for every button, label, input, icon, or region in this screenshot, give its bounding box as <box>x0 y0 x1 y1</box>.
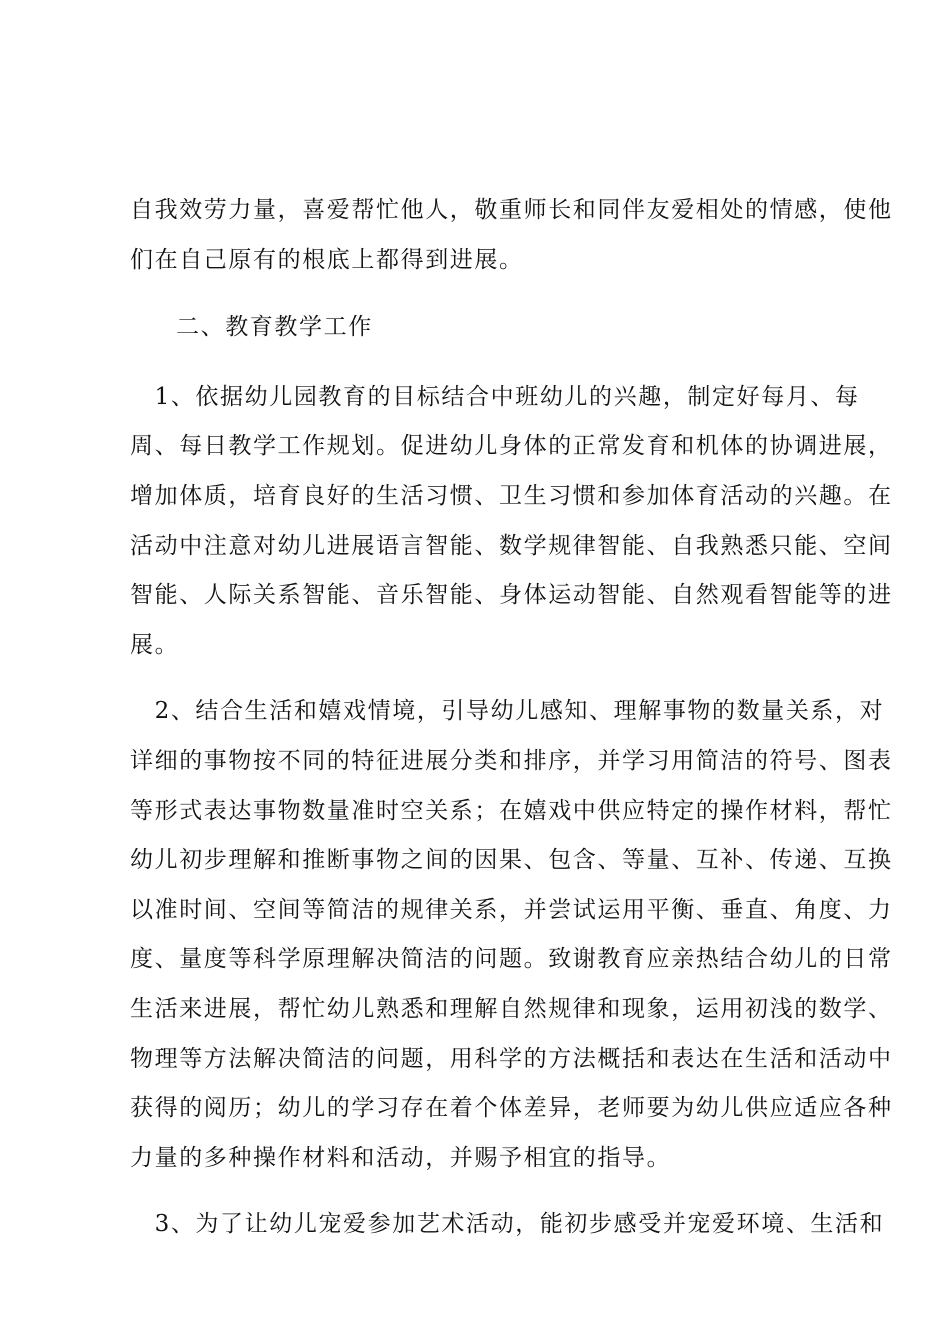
text-line: 获得的阅历；幼儿的学习存在着个体差异，老师要为幼儿供应适应各种 <box>130 1095 893 1122</box>
section-heading <box>130 303 828 353</box>
text-line: 们在自己原有的根底上都得到进展。 <box>130 246 524 273</box>
text-line: 等形式表达事物数量准时空关系；在嬉戏中供应特定的操作材料，帮忙 <box>130 797 893 824</box>
text-line: 2、结合生活和嬉戏情境，引导幼儿感知、理解事物的数量关系，对 <box>130 698 885 725</box>
paragraph-item-1 <box>130 373 893 671</box>
text-line: 智能、人际关系智能、音乐智能、身体运动智能、自然观看智能等的进 <box>130 582 893 609</box>
text-line: 力量的多种操作材料和活动，并赐予相宜的指导。 <box>130 1144 672 1171</box>
text-line: 以准时间、空间等简洁的规律关系，并尝试运用平衡、垂直、角度、力 <box>130 896 893 923</box>
text-line: 增加体质，培育良好的生活习惯、卫生习惯和参加体育活动的兴趣。在 <box>130 482 893 509</box>
text-line: 生活来进展，帮忙幼儿熟悉和理解自然规律和现象，运用初浅的数学、 <box>130 995 893 1022</box>
text-line: 幼儿初步理解和推断事物之间的因果、包含、等量、互补、传递、互换 <box>130 847 893 874</box>
text-line: 度、量度等科学原理解决简洁的问题。致谢教育应亲热结合幼儿的日常 <box>130 946 893 973</box>
paragraph-item-3 <box>130 1200 885 1250</box>
text-line: 活动中注意对幼儿进展语言智能、数学规律智能、自我熟悉只能、空间 <box>130 532 893 559</box>
text-line: 物理等方法解决简洁的问题，用科学的方法概括和表达在生活和活动中 <box>130 1045 893 1072</box>
text-line: 展。 <box>130 631 180 658</box>
paragraph-item-2 <box>130 687 893 1183</box>
document-body <box>130 186 893 1250</box>
heading-text: 二、教育教学工作 <box>176 314 373 341</box>
text-line: 详细的事物按不同的特征进展分类和排序，并学习用简洁的符号、图表 <box>130 747 893 774</box>
text-line: 周、每日教学工作规划。促进幼儿身体的正常发育和机体的协调进展， <box>130 433 893 460</box>
text-line: 自我效劳力量，喜爱帮忙他人，敬重师长和同伴友爱相处的情感，使他 <box>130 197 893 223</box>
text-line: 1、依据幼儿园教育的目标结合中班幼儿的兴趣，制定好每月、每 <box>130 383 860 410</box>
paragraph-continuation <box>130 186 893 285</box>
text-line: 3、为了让幼儿宠爱参加艺术活动，能初步感受并宠爱环境、生活和 <box>130 1211 885 1238</box>
